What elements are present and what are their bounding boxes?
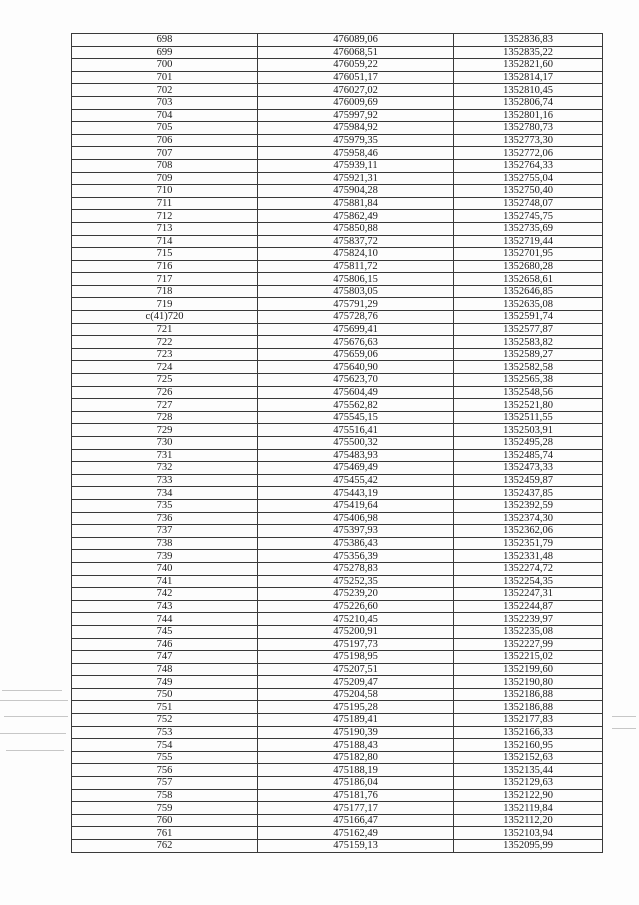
x-coordinate-cell: 475984,92 xyxy=(258,122,454,135)
point-number-cell: 741 xyxy=(72,575,258,588)
table-row xyxy=(72,840,603,853)
point-number-cell: 756 xyxy=(72,764,258,777)
x-coordinate-cell: 475545,15 xyxy=(258,411,454,424)
y-coordinate-cell: 1352745,75 xyxy=(454,210,603,223)
point-number-cell: 716 xyxy=(72,260,258,273)
table-row xyxy=(72,751,603,764)
scan-artifact-left xyxy=(0,700,68,701)
point-number-cell: 698 xyxy=(72,34,258,47)
point-number-cell: 739 xyxy=(72,550,258,563)
table-row xyxy=(72,827,603,840)
scan-artifact-left xyxy=(6,750,64,751)
table-row xyxy=(72,676,603,689)
y-coordinate-cell: 1352755,04 xyxy=(454,172,603,185)
y-coordinate-cell: 1352750,40 xyxy=(454,185,603,198)
x-coordinate-cell: 475182,80 xyxy=(258,751,454,764)
y-coordinate-cell: 1352680,28 xyxy=(454,260,603,273)
scan-artifact-left xyxy=(4,716,68,717)
x-coordinate-cell: 475419,64 xyxy=(258,499,454,512)
point-number-cell: 730 xyxy=(72,437,258,450)
x-coordinate-cell: 476068,51 xyxy=(258,46,454,59)
table-row xyxy=(72,487,603,500)
x-coordinate-cell: 475406,98 xyxy=(258,512,454,525)
x-coordinate-cell: 475443,19 xyxy=(258,487,454,500)
y-coordinate-cell: 1352190,80 xyxy=(454,676,603,689)
point-number-cell: 757 xyxy=(72,777,258,790)
table-row xyxy=(72,298,603,311)
point-number-cell: 737 xyxy=(72,525,258,538)
y-coordinate-cell: 1352331,48 xyxy=(454,550,603,563)
table-row xyxy=(72,84,603,97)
scan-artifact-right xyxy=(612,728,636,729)
x-coordinate-cell: 475850,88 xyxy=(258,222,454,235)
x-coordinate-cell: 476089,06 xyxy=(258,34,454,47)
point-number-cell: 709 xyxy=(72,172,258,185)
point-number-cell: 749 xyxy=(72,676,258,689)
x-coordinate-cell: 475469,49 xyxy=(258,462,454,475)
x-coordinate-cell: 475190,39 xyxy=(258,726,454,739)
table-row xyxy=(72,411,603,424)
table-row xyxy=(72,437,603,450)
table-row xyxy=(72,147,603,160)
y-coordinate-cell: 1352658,61 xyxy=(454,273,603,286)
y-coordinate-cell: 1352635,08 xyxy=(454,298,603,311)
point-number-cell: 706 xyxy=(72,134,258,147)
point-number-cell: 731 xyxy=(72,449,258,462)
point-number-cell: 721 xyxy=(72,323,258,336)
x-coordinate-cell: 475483,93 xyxy=(258,449,454,462)
x-coordinate-cell: 475640,90 xyxy=(258,361,454,374)
y-coordinate-cell: 1352351,79 xyxy=(454,537,603,550)
y-coordinate-cell: 1352362,06 xyxy=(454,525,603,538)
table-row xyxy=(72,323,603,336)
table-row xyxy=(72,499,603,512)
y-coordinate-cell: 1352274,72 xyxy=(454,562,603,575)
y-coordinate-cell: 1352582,58 xyxy=(454,361,603,374)
table-row xyxy=(72,34,603,47)
y-coordinate-cell: 1352254,35 xyxy=(454,575,603,588)
x-coordinate-cell: 475356,39 xyxy=(258,550,454,563)
table-row xyxy=(72,739,603,752)
point-number-cell: 728 xyxy=(72,411,258,424)
point-number-cell: 707 xyxy=(72,147,258,160)
point-number-cell: 761 xyxy=(72,827,258,840)
table-row xyxy=(72,512,603,525)
x-coordinate-cell: 475397,93 xyxy=(258,525,454,538)
x-coordinate-cell: 475997,92 xyxy=(258,109,454,122)
point-number-cell: 699 xyxy=(72,46,258,59)
y-coordinate-cell: 1352835,22 xyxy=(454,46,603,59)
x-coordinate-cell: 475500,32 xyxy=(258,437,454,450)
point-number-cell: 713 xyxy=(72,222,258,235)
y-coordinate-cell: 1352521,80 xyxy=(454,399,603,412)
x-coordinate-cell: 475837,72 xyxy=(258,235,454,248)
y-coordinate-cell: 1352503,91 xyxy=(454,424,603,437)
table-row xyxy=(72,235,603,248)
point-number-cell: 723 xyxy=(72,348,258,361)
point-number-cell: 719 xyxy=(72,298,258,311)
point-number-cell: 701 xyxy=(72,71,258,84)
x-coordinate-cell: 475226,60 xyxy=(258,600,454,613)
x-coordinate-cell: 476009,69 xyxy=(258,96,454,109)
table-row xyxy=(72,386,603,399)
point-number-cell: 704 xyxy=(72,109,258,122)
y-coordinate-cell: 1352748,07 xyxy=(454,197,603,210)
x-coordinate-cell: 475516,41 xyxy=(258,424,454,437)
point-number-cell: 714 xyxy=(72,235,258,248)
x-coordinate-cell: 475979,35 xyxy=(258,134,454,147)
scan-artifact-left xyxy=(2,690,62,691)
x-coordinate-cell: 475623,70 xyxy=(258,374,454,387)
table-row xyxy=(72,361,603,374)
table-row xyxy=(72,688,603,701)
x-coordinate-cell: 475791,29 xyxy=(258,298,454,311)
x-coordinate-cell: 475562,82 xyxy=(258,399,454,412)
y-coordinate-cell: 1352735,69 xyxy=(454,222,603,235)
point-number-cell: 722 xyxy=(72,336,258,349)
x-coordinate-cell: 475803,05 xyxy=(258,285,454,298)
table-row xyxy=(72,260,603,273)
x-coordinate-cell: 475939,11 xyxy=(258,159,454,172)
y-coordinate-cell: 1352239,97 xyxy=(454,613,603,626)
x-coordinate-cell: 476051,17 xyxy=(258,71,454,84)
point-number-cell: 725 xyxy=(72,374,258,387)
scan-artifact-right xyxy=(612,716,636,717)
table-row xyxy=(72,701,603,714)
x-coordinate-cell: 475676,63 xyxy=(258,336,454,349)
x-coordinate-cell: 475209,47 xyxy=(258,676,454,689)
table-row xyxy=(72,562,603,575)
y-coordinate-cell: 1352374,30 xyxy=(454,512,603,525)
point-number-cell: 745 xyxy=(72,625,258,638)
table-row xyxy=(72,588,603,601)
table-row xyxy=(72,71,603,84)
y-coordinate-cell: 1352186,88 xyxy=(454,701,603,714)
x-coordinate-cell: 475188,19 xyxy=(258,764,454,777)
x-coordinate-cell: 475189,41 xyxy=(258,714,454,727)
point-number-cell: 747 xyxy=(72,651,258,664)
point-number-cell: 711 xyxy=(72,197,258,210)
y-coordinate-cell: 1352780,73 xyxy=(454,122,603,135)
table-row xyxy=(72,399,603,412)
table-row xyxy=(72,777,603,790)
table-row xyxy=(72,172,603,185)
table-row xyxy=(72,336,603,349)
table-row xyxy=(72,613,603,626)
y-coordinate-cell: 1352095,99 xyxy=(454,840,603,853)
y-coordinate-cell: 1352122,90 xyxy=(454,789,603,802)
point-number-cell: 705 xyxy=(72,122,258,135)
y-coordinate-cell: 1352112,20 xyxy=(454,814,603,827)
point-number-cell: 753 xyxy=(72,726,258,739)
x-coordinate-cell: 475699,41 xyxy=(258,323,454,336)
y-coordinate-cell: 1352177,83 xyxy=(454,714,603,727)
table-row xyxy=(72,714,603,727)
x-coordinate-cell: 475166,47 xyxy=(258,814,454,827)
point-number-cell: 752 xyxy=(72,714,258,727)
y-coordinate-cell: 1352821,60 xyxy=(454,59,603,72)
point-number-cell: 734 xyxy=(72,487,258,500)
y-coordinate-cell: 1352836,83 xyxy=(454,34,603,47)
point-number-cell: 736 xyxy=(72,512,258,525)
table-row xyxy=(72,600,603,613)
x-coordinate-cell: 475958,46 xyxy=(258,147,454,160)
point-number-cell: 703 xyxy=(72,96,258,109)
table-row xyxy=(72,159,603,172)
y-coordinate-cell: 1352247,31 xyxy=(454,588,603,601)
x-coordinate-cell: 475659,06 xyxy=(258,348,454,361)
table-row xyxy=(72,222,603,235)
table-row xyxy=(72,663,603,676)
point-number-cell: 748 xyxy=(72,663,258,676)
table-row xyxy=(72,764,603,777)
x-coordinate-cell: 475207,51 xyxy=(258,663,454,676)
point-number-cell: 742 xyxy=(72,588,258,601)
table-row xyxy=(72,348,603,361)
point-number-cell: 710 xyxy=(72,185,258,198)
y-coordinate-cell: 1352772,06 xyxy=(454,147,603,160)
point-number-cell: 708 xyxy=(72,159,258,172)
x-coordinate-cell: 475188,43 xyxy=(258,739,454,752)
table-row xyxy=(72,210,603,223)
point-number-cell: 729 xyxy=(72,424,258,437)
x-coordinate-cell: 475881,84 xyxy=(258,197,454,210)
x-coordinate-cell: 475252,35 xyxy=(258,575,454,588)
y-coordinate-cell: 1352103,94 xyxy=(454,827,603,840)
x-coordinate-cell: 475162,49 xyxy=(258,827,454,840)
table-row xyxy=(72,789,603,802)
y-coordinate-cell: 1352646,85 xyxy=(454,285,603,298)
table-row xyxy=(72,248,603,261)
x-coordinate-cell: 475210,45 xyxy=(258,613,454,626)
x-coordinate-cell: 475921,31 xyxy=(258,172,454,185)
table-row xyxy=(72,462,603,475)
table-row xyxy=(72,134,603,147)
y-coordinate-cell: 1352548,56 xyxy=(454,386,603,399)
point-number-cell: 717 xyxy=(72,273,258,286)
point-number-cell: 744 xyxy=(72,613,258,626)
point-number-cell: 746 xyxy=(72,638,258,651)
coordinates-table xyxy=(71,33,603,853)
y-coordinate-cell: 1352437,85 xyxy=(454,487,603,500)
table-row xyxy=(72,638,603,651)
point-number-cell: 712 xyxy=(72,210,258,223)
table-row xyxy=(72,374,603,387)
y-coordinate-cell: 1352160,95 xyxy=(454,739,603,752)
table-row xyxy=(72,651,603,664)
point-number-cell: 750 xyxy=(72,688,258,701)
point-number-cell: 751 xyxy=(72,701,258,714)
y-coordinate-cell: 1352719,44 xyxy=(454,235,603,248)
point-number-cell: 702 xyxy=(72,84,258,97)
table-row xyxy=(72,625,603,638)
x-coordinate-cell: 475198,95 xyxy=(258,651,454,664)
table-row xyxy=(72,537,603,550)
y-coordinate-cell: 1352235,08 xyxy=(454,625,603,638)
x-coordinate-cell: 475159,13 xyxy=(258,840,454,853)
y-coordinate-cell: 1352485,74 xyxy=(454,449,603,462)
x-coordinate-cell: 475177,17 xyxy=(258,802,454,815)
y-coordinate-cell: 1352129,63 xyxy=(454,777,603,790)
y-coordinate-cell: 1352511,55 xyxy=(454,411,603,424)
y-coordinate-cell: 1352591,74 xyxy=(454,311,603,324)
table-row xyxy=(72,525,603,538)
point-number-cell: 755 xyxy=(72,751,258,764)
y-coordinate-cell: 1352135,44 xyxy=(454,764,603,777)
x-coordinate-cell: 476059,22 xyxy=(258,59,454,72)
y-coordinate-cell: 1352801,16 xyxy=(454,109,603,122)
y-coordinate-cell: 1352577,87 xyxy=(454,323,603,336)
y-coordinate-cell: 1352227,99 xyxy=(454,638,603,651)
x-coordinate-cell: 475181,76 xyxy=(258,789,454,802)
point-number-cell: 743 xyxy=(72,600,258,613)
point-number-cell: 760 xyxy=(72,814,258,827)
table-row xyxy=(72,46,603,59)
x-coordinate-cell: 475862,49 xyxy=(258,210,454,223)
y-coordinate-cell: 1352495,28 xyxy=(454,437,603,450)
x-coordinate-cell: 475904,28 xyxy=(258,185,454,198)
y-coordinate-cell: 1352244,87 xyxy=(454,600,603,613)
x-coordinate-cell: 475204,58 xyxy=(258,688,454,701)
y-coordinate-cell: 1352459,87 xyxy=(454,474,603,487)
y-coordinate-cell: 1352701,95 xyxy=(454,248,603,261)
y-coordinate-cell: 1352764,33 xyxy=(454,159,603,172)
x-coordinate-cell: 476027,02 xyxy=(258,84,454,97)
y-coordinate-cell: 1352583,82 xyxy=(454,336,603,349)
x-coordinate-cell: 475604,49 xyxy=(258,386,454,399)
y-coordinate-cell: 1352473,33 xyxy=(454,462,603,475)
point-number-cell: 738 xyxy=(72,537,258,550)
y-coordinate-cell: 1352565,38 xyxy=(454,374,603,387)
point-number-cell: 758 xyxy=(72,789,258,802)
point-number-cell: 759 xyxy=(72,802,258,815)
y-coordinate-cell: 1352773,30 xyxy=(454,134,603,147)
x-coordinate-cell: 475200,91 xyxy=(258,625,454,638)
table-row xyxy=(72,197,603,210)
coordinates-table-body xyxy=(72,34,603,853)
point-number-cell: 700 xyxy=(72,59,258,72)
point-number-cell: 732 xyxy=(72,462,258,475)
table-row xyxy=(72,814,603,827)
table-row xyxy=(72,122,603,135)
x-coordinate-cell: 475806,15 xyxy=(258,273,454,286)
y-coordinate-cell: 1352152,63 xyxy=(454,751,603,764)
point-number-cell: 715 xyxy=(72,248,258,261)
table-row xyxy=(72,802,603,815)
x-coordinate-cell: 475239,20 xyxy=(258,588,454,601)
x-coordinate-cell: 475278,83 xyxy=(258,562,454,575)
x-coordinate-cell: 475186,04 xyxy=(258,777,454,790)
y-coordinate-cell: 1352814,17 xyxy=(454,71,603,84)
x-coordinate-cell: 475386,43 xyxy=(258,537,454,550)
point-number-cell: 727 xyxy=(72,399,258,412)
table-row xyxy=(72,726,603,739)
table-row xyxy=(72,311,603,324)
table-row xyxy=(72,285,603,298)
table-row xyxy=(72,185,603,198)
x-coordinate-cell: 475455,42 xyxy=(258,474,454,487)
point-number-cell: 724 xyxy=(72,361,258,374)
point-number-cell: 754 xyxy=(72,739,258,752)
y-coordinate-cell: 1352810,45 xyxy=(454,84,603,97)
x-coordinate-cell: 475195,28 xyxy=(258,701,454,714)
y-coordinate-cell: 1352199,60 xyxy=(454,663,603,676)
point-number-cell: c(41)720 xyxy=(72,311,258,324)
table-row xyxy=(72,96,603,109)
y-coordinate-cell: 1352806,74 xyxy=(454,96,603,109)
table-row xyxy=(72,109,603,122)
x-coordinate-cell: 475197,73 xyxy=(258,638,454,651)
scan-artifact-left xyxy=(0,733,66,734)
point-number-cell: 762 xyxy=(72,840,258,853)
x-coordinate-cell: 475811,72 xyxy=(258,260,454,273)
point-number-cell: 718 xyxy=(72,285,258,298)
y-coordinate-cell: 1352392,59 xyxy=(454,499,603,512)
x-coordinate-cell: 475728,76 xyxy=(258,311,454,324)
y-coordinate-cell: 1352119,84 xyxy=(454,802,603,815)
y-coordinate-cell: 1352589,27 xyxy=(454,348,603,361)
table-row xyxy=(72,474,603,487)
table-row xyxy=(72,59,603,72)
y-coordinate-cell: 1352186,88 xyxy=(454,688,603,701)
point-number-cell: 735 xyxy=(72,499,258,512)
point-number-cell: 740 xyxy=(72,562,258,575)
y-coordinate-cell: 1352166,33 xyxy=(454,726,603,739)
table-row xyxy=(72,273,603,286)
x-coordinate-cell: 475824,10 xyxy=(258,248,454,261)
table-row xyxy=(72,575,603,588)
table-row xyxy=(72,550,603,563)
point-number-cell: 733 xyxy=(72,474,258,487)
table-row xyxy=(72,424,603,437)
y-coordinate-cell: 1352215,02 xyxy=(454,651,603,664)
point-number-cell: 726 xyxy=(72,386,258,399)
table-row xyxy=(72,449,603,462)
